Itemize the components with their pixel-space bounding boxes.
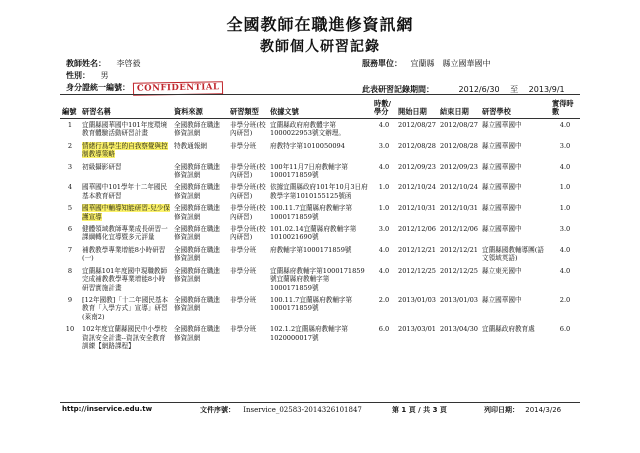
data-source: 全國教師在職進修資訊網 [174,183,221,200]
hours: 4.0 [378,266,390,275]
hours: 3.0 [378,225,390,234]
page-number: 第 1 頁 / 共 3 頁 [392,406,447,414]
data-source: 特教通報網 [174,141,207,150]
course-name: 初級攝影研習 [82,162,122,171]
row-number: 9 [67,295,73,304]
unit-row [362,58,491,69]
data-source: 全國教師在職進修資訊網 [174,266,221,284]
document-number: 101.02.14宜蘭縣府教輔字第1010021690號 [270,225,357,242]
col-header: 研習名稱 [80,99,172,119]
col-header: 開始日期 [396,99,438,119]
confidential-stamp: CONFIDENTIAL [132,81,223,96]
table-row [60,161,580,182]
hours: 4.0 [378,121,390,129]
doc-number-row [200,405,362,415]
host-school: 宜蘭縣國教輔導團(語文領域英語) [482,245,544,263]
document-number: 宜蘭縣政府府教體字第1000022953號文辦理。 [270,121,345,138]
teacher-name-row [66,58,141,69]
earned-hours: 1.0 [559,204,571,213]
earned-hours: 4.0 [559,121,571,129]
table-row [60,294,580,323]
course-type: 非學分班 [230,141,257,150]
start-date: 2012/12/25 [398,266,437,275]
end-date: 2012/12/21 [440,245,479,254]
start-date: 2012/10/31 [398,204,437,213]
period-end: 2013/9/1 [528,85,565,94]
earned-hours: 4.0 [559,245,571,254]
table-row [60,202,580,223]
col-header: 資料來源 [172,99,228,119]
course-name: 102年度宜蘭縣國民中小學校資訊安全計畫--資訊安全教育訓練【網路課程】 [82,325,168,350]
document-number: 100.11.7宜蘭縣府教輔字第1000171859號 [270,204,353,221]
end-date: 2012/08/28 [440,141,479,150]
col-header: 實得時數 [550,99,580,119]
table-row [60,223,580,244]
row-number: 3 [67,162,73,171]
start-date: 2013/03/01 [398,325,437,334]
row-number: 8 [67,266,73,275]
unit-label: 服務單位： [362,59,402,68]
earned-hours: 3.0 [559,225,571,234]
course-name: [12年國教]「十二年國民基本教育「入學方式」宣導」研習(萊南2) [82,295,169,321]
page-title: 全國教師在職進修資訊網 [226,15,414,34]
end-date: 2012/12/25 [440,266,479,275]
teacher-name-label: 教師姓名： [66,59,106,68]
document-number: 宜蘭縣府教輔字第1000171859號宜蘭縣府教輔字第1000171859號 [270,266,365,292]
course-type: 非學分班(校內研習) [230,121,266,138]
document-number: 100.11.7宜蘭縣府教輔字第1000171859號 [270,295,353,313]
col-header: 結束日期 [438,99,480,119]
row-number: 4 [67,183,73,192]
end-date: 2013/01/03 [440,295,479,304]
period-label: 此表研習記錄期間： [362,85,434,94]
start-date: 2012/12/21 [398,245,437,254]
host-school: 縣立國華國中 [482,295,522,304]
data-source: 全國教師在職進修資訊網 [174,245,221,263]
course-type: 非學分班 [230,266,257,275]
highlighted-course-name: 國華國中輔導知能研習-兒少保護宣導 [82,204,170,221]
table-row [60,119,580,140]
host-school: 縣立國華國中 [482,183,522,192]
data-source: 全國教師在職進修資訊網 [174,325,221,342]
start-date: 2012/08/27 [398,121,437,129]
document-number: 府教輔字第1000171859號 [270,245,352,254]
col-header: 研習類型 [228,99,268,119]
gender-row [66,70,109,81]
end-date: 2013/04/30 [440,325,479,334]
host-school: 縣立國華國中 [482,162,522,171]
earned-hours: 6.0 [559,325,571,334]
earned-hours: 2.0 [559,295,571,304]
period-to: 至 [510,85,519,94]
row-number: 1 [67,121,73,129]
hours: 2.0 [378,295,390,304]
course-type: 非學分班 [230,325,257,334]
data-source: 全國教師在職進修資訊網 [174,162,221,180]
gender-label: 性別： [66,71,90,80]
table-row [60,244,580,265]
page-subtitle: 教師個人研習記錄 [260,39,380,55]
period-start: 2012/6/30 [458,85,500,94]
host-school: 縣立東光國中 [482,266,522,275]
earned-hours: 4.0 [559,266,571,275]
start-date: 2012/12/06 [398,225,437,234]
data-source: 全國教師在職進修資訊網 [174,225,221,242]
hours: 1.0 [378,183,390,192]
course-type: 非學分班(校內研習) [230,204,266,221]
course-type: 非學分班 [230,245,257,254]
earned-hours: 3.0 [559,141,571,150]
host-school: 縣立國華國中 [482,141,522,150]
hours: 4.0 [378,245,390,254]
course-name [80,202,172,223]
record-table [60,99,580,352]
document-number: 100年11月7日府教輔字第1000171859號 [270,162,348,180]
row-number: 10 [65,325,75,334]
row-number: 6 [67,225,73,234]
footer-rule [60,402,580,403]
col-header: 研習學校 [480,99,550,119]
start-date: 2012/08/28 [398,141,437,150]
end-date: 2012/10/24 [440,183,479,192]
gender-value: 男 [100,71,109,80]
col-header: 時數/學分 [372,99,396,119]
document-number: 102.1.2宜蘭縣府教輔字第1020000017號 [270,325,348,342]
start-date: 2012/10/24 [398,183,437,192]
footer-url[interactable]: http://inservice.edu.tw [62,405,153,413]
teacher-name: 李啓毅 [116,59,141,68]
end-date: 2012/08/27 [440,121,479,129]
doc-number-label: 文件序號： [200,406,235,414]
end-date: 2012/09/23 [440,162,479,171]
data-source: 全國教師在職進修資訊網 [174,121,221,138]
course-name: 宜蘭縣國華國中101年度環境教育體驗活動研習計畫 [82,121,168,138]
unit-value: 宜蘭縣 縣立國華國中 [410,59,491,68]
earned-hours: 4.0 [559,162,571,171]
document-number: 依據宜蘭縣政府101年10月3日府教學字第1010155125號函 [270,183,368,200]
table-header-row [60,99,580,119]
print-date: 2014/3/26 [525,406,562,414]
doc-number: Inservice_02583-2014326101847 [243,406,362,414]
col-header: 依據文號 [268,99,372,119]
period-row [362,84,565,95]
print-date-row [484,405,561,415]
id-label: 身分證統一編號： [66,83,130,92]
table-row [60,140,580,161]
host-school: 宜蘭縣政府教育處 [482,325,535,334]
highlighted-course-name: 情緒行爲學生的自我察覺與控制教導策略 [82,141,168,159]
course-name: 國華國中101學年十二年國民基本教育研習 [82,183,168,200]
hours: 3.0 [378,141,390,150]
course-name: 健體領域教師專業成長研習一課綱轉化宜導暨多元評量 [82,225,168,242]
table-body [60,119,580,353]
col-header: 編號 [60,99,80,119]
start-date: 2013/01/03 [398,295,437,304]
row-number: 7 [67,245,73,254]
host-school: 縣立國華國中 [482,121,522,129]
end-date: 2012/10/31 [440,204,479,213]
hours: 4.0 [378,162,390,171]
earned-hours: 1.0 [559,183,571,192]
row-number: 2 [67,141,73,150]
host-school: 縣立國華國中 [482,204,522,213]
course-type: 非學分班(校內研習) [230,225,266,242]
hours: 6.0 [378,325,390,334]
end-date: 2012/12/06 [440,225,479,234]
course-name: 補教教學專業增能8小時研習(一) [82,245,166,263]
table-row [60,323,580,352]
course-name [80,140,172,161]
course-type: 非學分班 [230,295,257,304]
course-type: 非學分班(校內研習) [230,162,266,180]
course-type: 非學分班(校內研習) [230,183,266,200]
course-name: 宜蘭縣101年度國中現職教師完成補教教學專業增能8小時研習實施計畫 [82,266,168,292]
document-number: 府教特字第1010050094 [270,141,345,150]
data-source: 全國教師在職進修資訊網 [174,295,221,313]
data-source: 全國教師在職進修資訊網 [174,204,221,221]
table-row [60,265,580,294]
row-number: 5 [67,204,73,213]
host-school: 縣立國華國中 [482,225,522,234]
print-date-label: 列印日期： [484,406,519,414]
table-row [60,181,580,202]
hours: 1.0 [378,204,390,213]
start-date: 2012/09/23 [398,162,437,171]
